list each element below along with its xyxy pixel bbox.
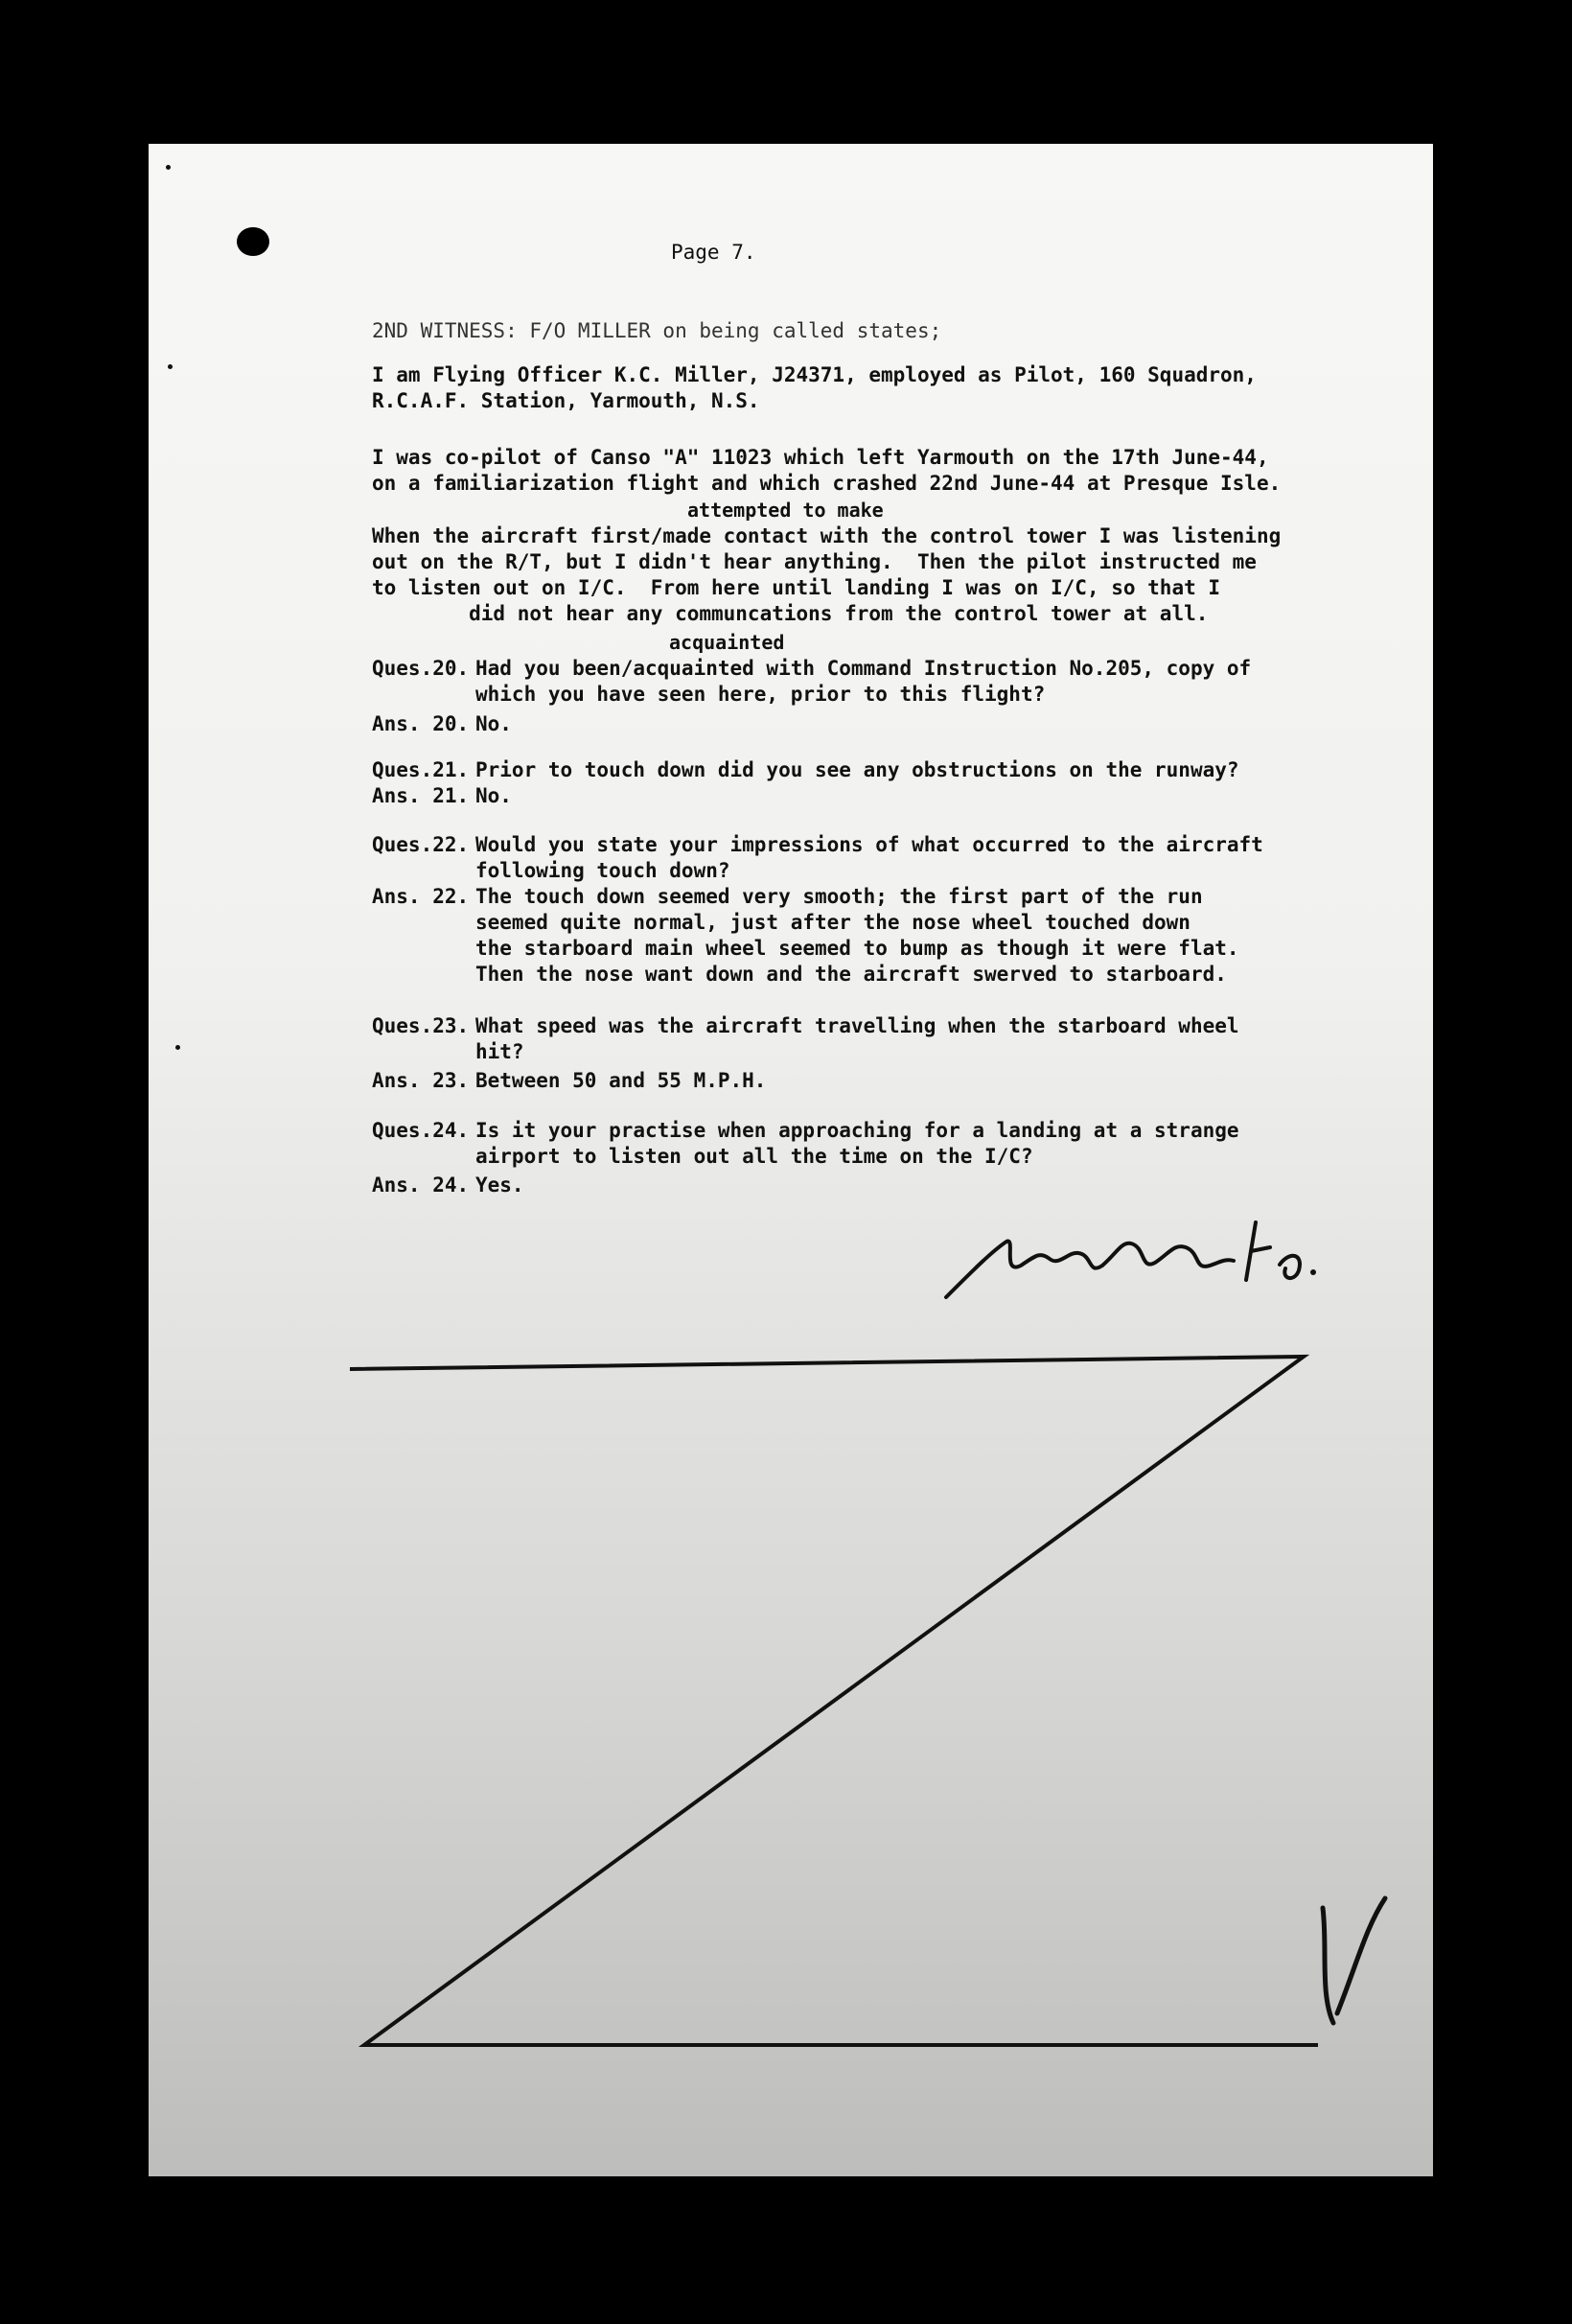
question-label: Ques.24. bbox=[372, 1119, 470, 1142]
answer-text: Between 50 and 55 M.P.H. bbox=[475, 1069, 767, 1092]
question-text: Prior to touch down did you see any obstructions on the runway? bbox=[475, 758, 1239, 781]
answer-text: Yes. bbox=[475, 1174, 524, 1197]
question-text: Is it your practise when approaching for a landing at a strange airport to listen out all the time on the I/C? bbox=[475, 1119, 1239, 1168]
answer-text: No. bbox=[475, 784, 512, 807]
handwritten-insert: attempted to make bbox=[687, 499, 884, 522]
paragraph-1-line-1: I am Flying Officer K.C. Miller, J24371, employed as Pilot, 160 Squadron, bbox=[372, 363, 1257, 386]
paragraph-2-line-2: on a familiarization flight and which crashed 22nd June-44 at Presque Isle. bbox=[372, 472, 1282, 495]
question-label: Ques.23. bbox=[372, 1014, 470, 1037]
question-text: Had you been/acquainted with Command Instruction No.205, copy of which you have seen here, prior to this flight? bbox=[475, 657, 1252, 706]
cancellation-z-mark bbox=[149, 144, 1433, 2176]
question-label: Ques.22. bbox=[372, 833, 470, 856]
question-label: Ques.21. bbox=[372, 758, 470, 781]
answer-label: Ans. 21. bbox=[372, 784, 470, 807]
question-label: Ques.20. bbox=[372, 657, 470, 680]
question-text: What speed was the aircraft travelling when the starboard wheel hit? bbox=[475, 1014, 1239, 1063]
page-number: Page 7. bbox=[671, 241, 756, 264]
answer-label: Ans. 22. bbox=[372, 885, 470, 908]
answer-label: Ans. 24. bbox=[372, 1174, 470, 1197]
witness-heading: 2ND WITNESS: F/O MILLER on being called states; bbox=[372, 319, 942, 342]
answer-label: Ans. 20. bbox=[372, 712, 470, 735]
paragraph-1-line-2: R.C.A.F. Station, Yarmouth, N.S. bbox=[372, 389, 760, 412]
paragraph-3-line-2: out on the R/T, but I didn't hear anything. Then the pilot instructed me bbox=[372, 550, 1257, 573]
paragraph-3-line-1: When the aircraft first/made contact with the control tower I was listening bbox=[372, 524, 1282, 547]
paragraph-3-line-4: did not hear any communcations from the control tower at all. bbox=[372, 602, 1209, 625]
answer-text: No. bbox=[475, 712, 512, 735]
typed-insert: acquainted bbox=[669, 631, 785, 654]
answer-label: Ans. 23. bbox=[372, 1069, 470, 1092]
question-text: Would you state your impressions of what occurred to the aircraft following touch down? bbox=[475, 833, 1263, 882]
document-page bbox=[149, 144, 1433, 2176]
paragraph-2-line-1: I was co-pilot of Canso "A" 11023 which left Yarmouth on the 17th June-44, bbox=[372, 446, 1269, 469]
answer-text: The touch down seemed very smooth; the first part of the run seemed quite normal, just after the nose wheel touched down the starboard main wheel seemed to bump as though it were flat. Then the nose want down and the aircraft swerved to starboard. bbox=[475, 885, 1239, 986]
paragraph-3-line-3: to listen out on I/C. From here until landing I was on I/C, so that I bbox=[372, 576, 1221, 599]
